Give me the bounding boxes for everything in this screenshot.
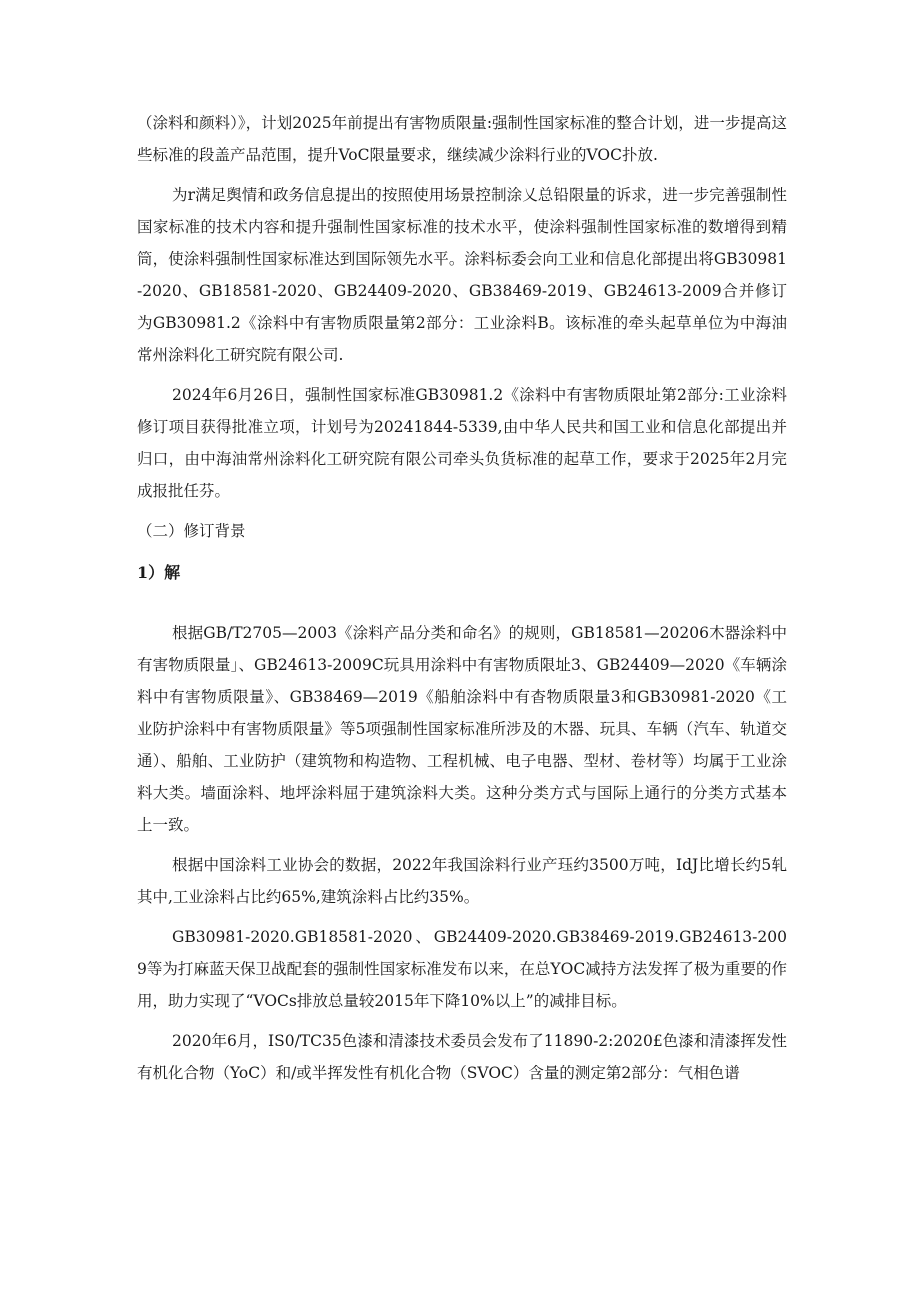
document-body (137, 107, 787, 1097)
paragraph-standard-revision-proposal: 为r满足舆情和政务信息提出的按照使用场景控制涂乂总铅限量的诉求，进一步完善强制性国家标准的技术内容和提升强制性国家标准的技术水平，使涂料强制性国家标准的数增得到精筒，使涂料强制性国家标准达到国际领先水平。涂料标委会向工业和信息化部提出将GB30981-2020、GB18581-2020、GB24409-2020、GB38469-2019、GB24613-2009合并修订为GB30981.2《涂料中有害物质限量第2部分：工业涂料B。该标准的牵头起草单位为中海油常州涂料化工研究院有限公司. (137, 186, 787, 364)
paragraph-iso-standard: 2020年6月，IS0/TC35色漆和清漆技术委员会发布了11890-2:2020£色漆和清漆挥发性有机化合物（YoC）和/或半挥发性有机化合物（SVOC）含量的测定第2部分：气相色谱 (137, 1032, 787, 1082)
paragraph-project-approval: 2024年6月26日，强制性国家标准GB30981.2《涂料中有害物质限址第2部分:工业涂料修订项目获得批准立项，计划号为20241844-5339,由中华人民共和国工业和信息化部提出并归口，由中海油常州涂料化工研究院有限公司牵头负货标准的起草工作，要求于2025年2月完成报批任芬。 (137, 386, 787, 500)
paragraph-industry-data: 根据中国涂料工业协会的数据，2022年我国涂料行业产珏约3500万吨，IdJ比增长约5轧其中,工业涂料占比约65%,建筑涂料占比约35%。 (137, 856, 787, 906)
section-heading-revision-background: （二）修订背景 (137, 522, 246, 540)
paragraph-continuation: （涂料和颜料）》，计划2025年前提出有害物质限量:强制性国家标准的整合计划，进一步提高这些标准的段盖产品范围，提升VoC限量要求，继续减少涂料行业的VOC扑放. (137, 114, 787, 164)
paragraph-classification: 根据GB/T2705—2003《涂料产品分类和命名》的规则，GB18581—20206木器涂料中有害物质限量」、GB24613-2009C玩具用涂料中有害物质限址3、GB24409—2020《车辆涂料中有害物质限量》、GB38469—2019《船舶涂料中有杳物质限量3和GB30981-2020《工业防护涂料中有害物质限量》等5项强制性国家标准所涉及的木器、玩具、车辆（汽车、轨道交通）、船舶、工业防护（建筑物和构造物、工程机械、电子电器、型材、卷材等）均属于工业涂料大类。墙面涂料、地坪涂料屈于建筑涂料大类。这种分类方式与国际上通行的分类方式基本上一致。 (137, 624, 787, 834)
subheading-1: 1）解 (137, 563, 181, 582)
paragraph-emission-reduction: GB30981-2020.GB18581-2020、GB24409-2020.GB38469-2019.GB24613-2009等为打麻蓝天保卫战配套的强制性国家标准发布以来，在总YOC减持方法发挥了极为重要的作用，助力实现了“VOCs排放总量较2015年下降10%以上”的减排目标。 (137, 928, 787, 1010)
